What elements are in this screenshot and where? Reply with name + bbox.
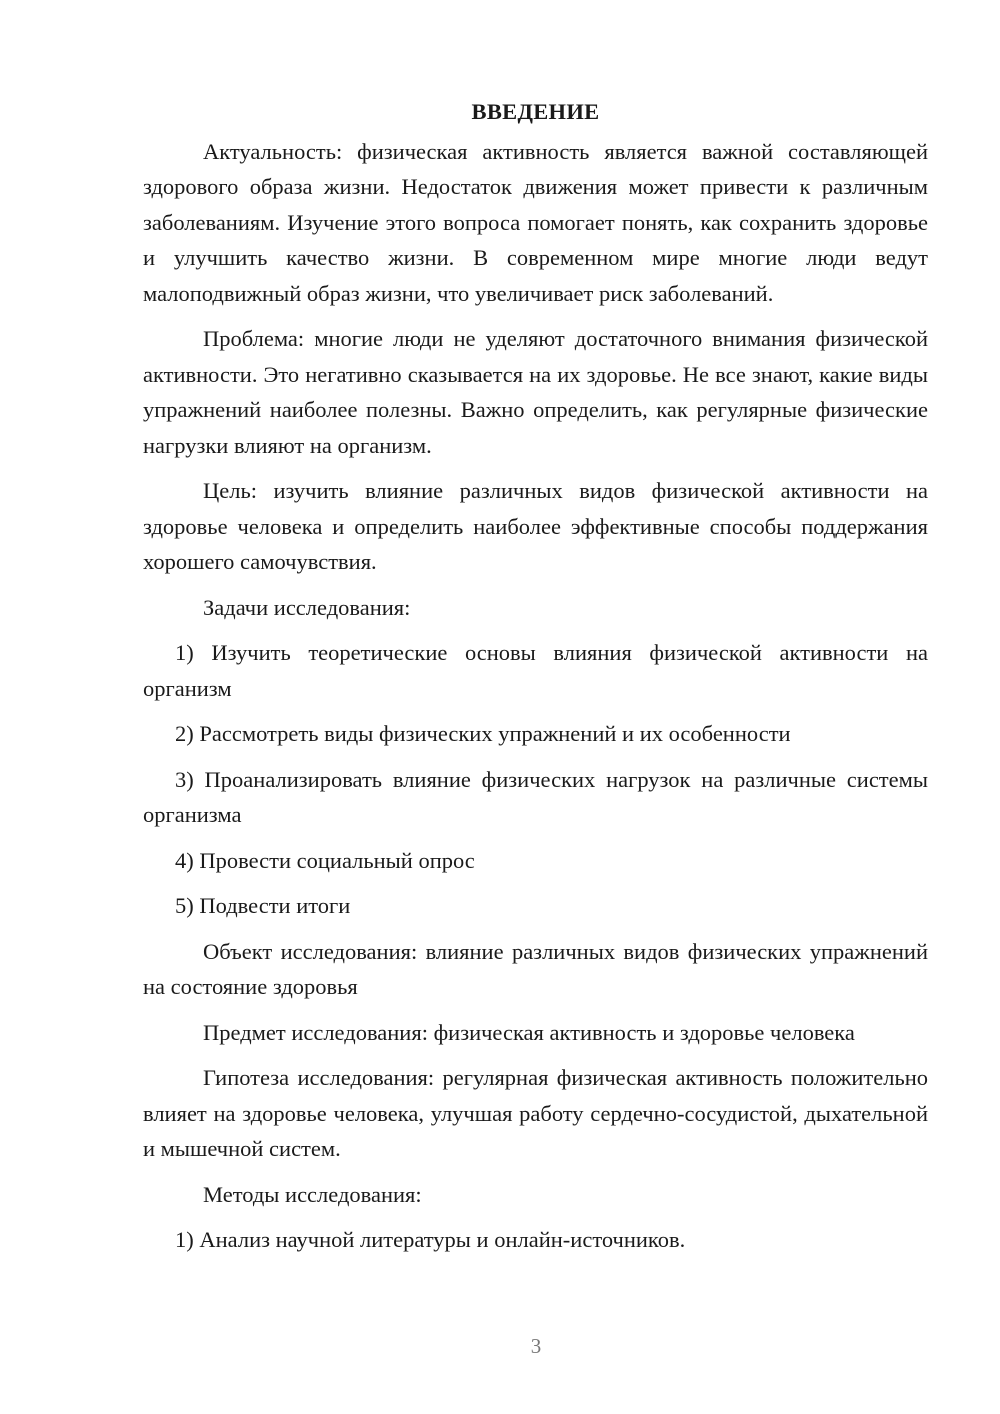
method-item: 1) Анализ научной литературы и онлайн-источников. (175, 1227, 686, 1252)
goal-paragraph: Цель: изучить влияние различных видов физической активности на здоровье человека и определить наиболее эффективные способы поддержания хорошего самочувствия. (143, 478, 928, 574)
task-item: 1) Изучить теоретические основы влияния физической активности на организм (143, 640, 928, 701)
relevance-paragraph: Актуальность: физическая активность является важной составляющей здорового образа жизни. Недостаток движения может привести к различным заболеваниям. Изучение этого вопроса помогает понять, как сохранить здоровье и улучшить качество жизни. В современном мире многие люди ведут малоподвижный образ жизни, что увеличивает риск заболеваний. (143, 138, 928, 306)
page-number: 3 (530, 1334, 542, 1358)
tasks-heading: Задачи исследования: (203, 594, 411, 620)
object-paragraph: Объект исследования: влияние различных видов физических упражнений на состояние здоровья (143, 938, 928, 999)
subject-paragraph: Предмет исследования: физическая активность и здоровье человека (203, 1019, 855, 1045)
page-content (143, 94, 928, 1268)
task-item: 2) Рассмотреть виды физических упражнений и их особенности (175, 721, 791, 746)
section-title: ВВЕДЕНИЕ (471, 99, 600, 124)
task-item: 5) Подвести итоги (175, 893, 351, 918)
task-item: 3) Проанализировать влияние физических нагрузок на различные системы организма (143, 766, 928, 827)
methods-heading: Методы исследования: (203, 1181, 422, 1207)
task-item: 4) Провести социальный опрос (175, 847, 475, 873)
problem-paragraph: Проблема: многие люди не уделяют достаточного внимания физической активности. Это негативно сказывается на их здоровье. Не все знают, какие виды упражнений наиболее полезны. Важно определить, как регулярные физические нагрузки влияют на организм. (143, 326, 928, 458)
hypothesis-paragraph: Гипотеза исследования: регулярная физическая активность положительно влияет на здоровье человека, улучшая работу сердечно-сосудистой, дыхательной и мышечной систем. (143, 1065, 928, 1161)
